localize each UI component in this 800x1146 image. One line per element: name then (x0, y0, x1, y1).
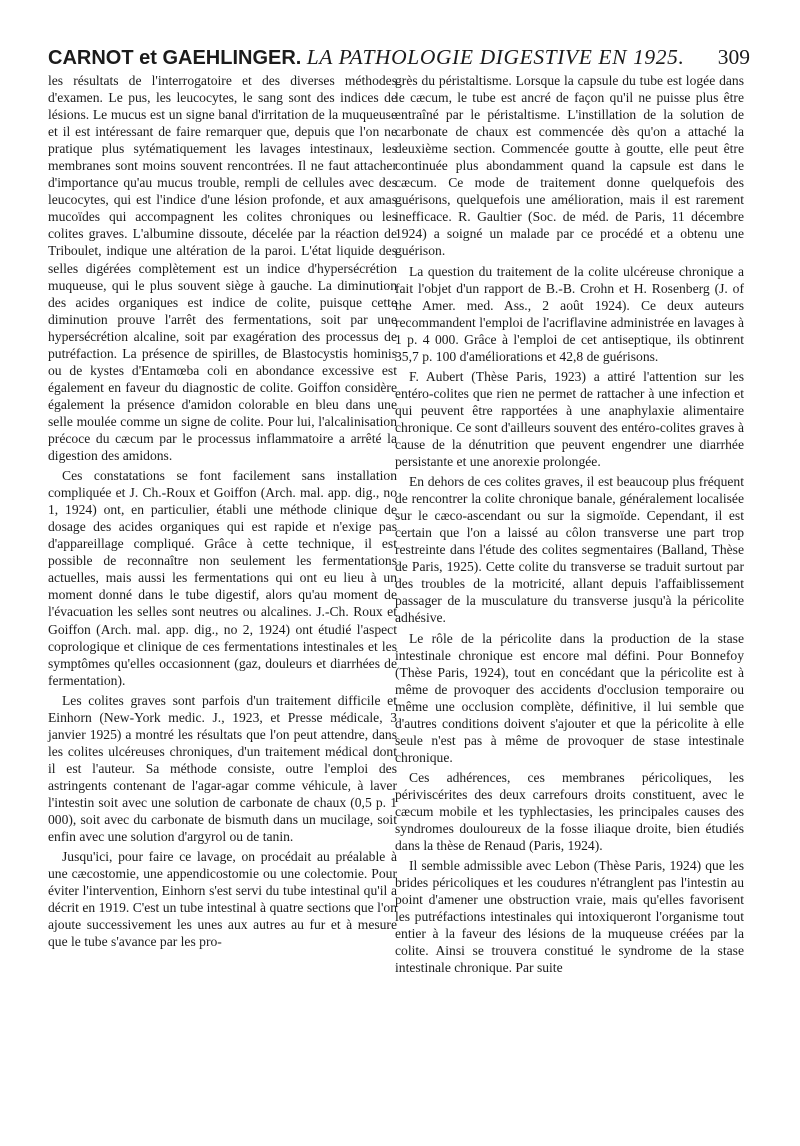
page-number: 309 (717, 45, 750, 69)
paragraph-aubert-anaphylaxis: F. Aubert (Thèse Paris, 1923) a attiré l'attention sur les entéro-colites que rien ne permet de rattacher à une infection et qui peuvent être rapportées à une anaphylaxie alimentaire chronique. Ce sont d'ailleurs souvent des entéro-colites graves à cause de la dénutrition que peuvent engendrer une diarrhée persistante et une anorexie prolongée. (395, 368, 744, 470)
paragraph-intestinal-tube: Jusqu'ici, pour faire ce lavage, on procédait au préalable à une cæcostomie, une appendicostomie ou une colectomie. Pour éviter l'intervention, Einhorn s'est servi du tube intestinal qu'il a décrit en 1919. C'est un tube intestinal à quatre sections que l'on ajoute successivement les unes aux autres au fur et à mesure que le tube s'avance par les pro- (48, 849, 397, 950)
paragraph-stool-examination: les résultats de l'interrogatoire et des diverses méthodes d'examen. Le pus, les leucocytes, le sang sont des indices de lésions. Le mucus est un signe banal d'irritation de la muqueuse et il est intéressant de faire remarquer que, depuis que l'on ne pratique plus sytématiquement les lavages intestinaux, les membranes sont moins souvent rencontrées. Il ne faut attacher d'importance qu'au mucus trouble, rempli de cellules avec des leucocytes, qui est l'indice d'une lésion profonde, et aux amas mucoïdes qui accompagnent les colites chroniques ou les colites graves. L'albumine dissoute, décelée par la réaction de Triboulet, indique une altération de la paroi. L'état liquide des selles digérées complètement est un indice d'hypersécrétion muqueuse, qui le plus souvent siège à gauche. La diminution des acides organiques est indice de colite, puisque cette diminution prouve l'arrêt des fermentations, soit par une hypersécrétion alcaline, soit par exagération des processus de putréfaction. La présence de spirilles, de Blastocystis hominis ou de kystes d'Entamœba coli en abondance excessive est également en faveur du diagnostic de colite. Goiffon considère également la présence d'amidon colorable en bleu dans une selle moulée comme un signe de colite. Pour lui, l'alcalinisation précoce du cæcum par le processus inflammatoire a arrêté la digestion des amidons. (48, 73, 397, 464)
paragraph-chronic-stasis: Il semble admissible avec Lebon (Thèse Paris, 1924) que les brides péricoliques et les coudures n'étranglent pas l'intestin au point d'amener une obstruction vraie, mais qu'elles favorisent les putréfactions intestinales qui intoxiqueront l'organisme tout entier à la faveur des lésions de la muqueuse créées par la colite. Ainsi se trouvera constitué le syndrome de la stase intestinale chronique. Par suite (395, 858, 744, 976)
running-head-authors: CARNOT et GAEHLINGER. (48, 47, 302, 69)
paragraph-adhesions: Ces adhérences, ces membranes péricoliques, les périviscérites des deux carrefours droits constituent, avec le cæcum mobile et les typhlectasies, les principales causes des syndromes douloureux de la fosse iliaque droite, bien étudiés dans la thèse de Renaud (Paris, 1924). (395, 769, 744, 854)
paragraph-organic-acid-dosing: Ces constatations se font facilement sans installation compliquée et J. Ch.-Roux et Goiffon (Arch. mal. app. dig., no 1, 1924) ont, en particulier, établi une méthode clinique de dosage des acides organiques qui est rapide et n'exige pas d'appareillage compliqué. Grâce à cette technique, il est possible de reconnaître non seulement les fermentations actuelles, mais aussi les fermentations qui ont eu lieu à un moment donné dans le tube digestif, alors qu'au moment de l'évacuation les selles sont neutres ou alcalines. J.-Ch. Roux et Goiffon (Arch. mal. app. dig., no 2, 1924) ont étudié l'aspect coprologique et clinique de ces fermentations intestinales et les symptômes qu'elles occasionnent (gaz, douleurs et diarrhées de fermentation). (48, 468, 397, 688)
paragraph-capsule-instillation: grès du péristaltisme. Lorsque la capsule du tube est logée dans le cæcum, le tube est ancré de façon qu'il ne puisse plus être entraîné par le péristaltisme. L'instillation de la solution de carbonate de chaux est commencée dès qu'on a attaché la deuxième section. Commencée goutte à goutte, elle peut être continuée plus abondamment quand la capsule est dans le cæcum. Ce mode de traitement donne quelquefois des guérisons, quelquefois une amélioration, mais il est rarement inefficace. R. Gaultier (Soc. de méd. de Paris, 11 décembre 1924) a soigné un malade par ce procédé et a obtenu une guérison. (395, 73, 744, 259)
paragraph-acriflavine-report: La question du traitement de la colite ulcéreuse chronique a fait l'objet d'un rapport de B.-B. Crohn et H. Rosenberg (J. of the Amer. med. Ass., 2 août 1924). Ce deux auteurs recommandent l'emploi de l'acriflavine administrée en lavages à 1 p. 4 000. Grâce à l'emploi de cet antiseptique, ils obtinrent 35,7 p. 100 d'améliorations et 42,8 de guérisons. (395, 263, 744, 364)
paragraph-einhorn-treatment: Les colites graves sont parfois d'un traitement difficile et Einhorn (New-York medic. J., 1923, et Presse médicale, 3 janvier 1925) a montré les résultats que l'on peut attendre, dans les colites ulcéreuses chroniques, d'un traitement médical dont il est l'auteur. Sa méthode consiste, outre l'emploi des astringents contenant de l'agar-agar comme véhicule, à laver l'intestin soit avec une solution de carbonate de chaux (0,5 p. 1 000), soit avec du carbonate de bismuth dans un mucilage, soit enfin avec une solution d'argyrol ou de tanin. (48, 692, 397, 845)
left-column (48, 72, 397, 950)
right-column (395, 72, 744, 976)
running-head (48, 42, 750, 72)
running-head-journal-title: LA PATHOLOGIE DIGESTIVE EN 1925. (306, 45, 685, 69)
paragraph-transverse-colitis: En dehors de ces colites graves, il est beaucoup plus fréquent de rencontrer la colite chronique banale, généralement localisée sur le cæco-ascendant ou sur la sigmoïde. Cependant, il est certain que l'on a laissé au côlon transverse une part trop restreinte dans l'étude des colites segmentaires (Balland, Thèse de Paris, 1925). Cette colite du transverse se traduit surtout par des troubles de la motricité, allant depuis l'affaiblissement passager de la musculature du transverse jusqu'à la péricolite adhésive. (395, 474, 744, 626)
paragraph-pericolitis: Le rôle de la péricolite dans la production de la stase intestinale chronique est encore mal défini. Pour Bonnefoy (Thèse Paris, 1924), tout en concédant que la péricolite est à même de provoquer des accidents d'occlusion temporaire ou même une occlusion complète, définitive, il lui semble que d'autres conditions doivent s'ajouter et que la péricolite à elle seule n'est pas à même de provoquer de stase intestinale chronique. (395, 630, 744, 765)
